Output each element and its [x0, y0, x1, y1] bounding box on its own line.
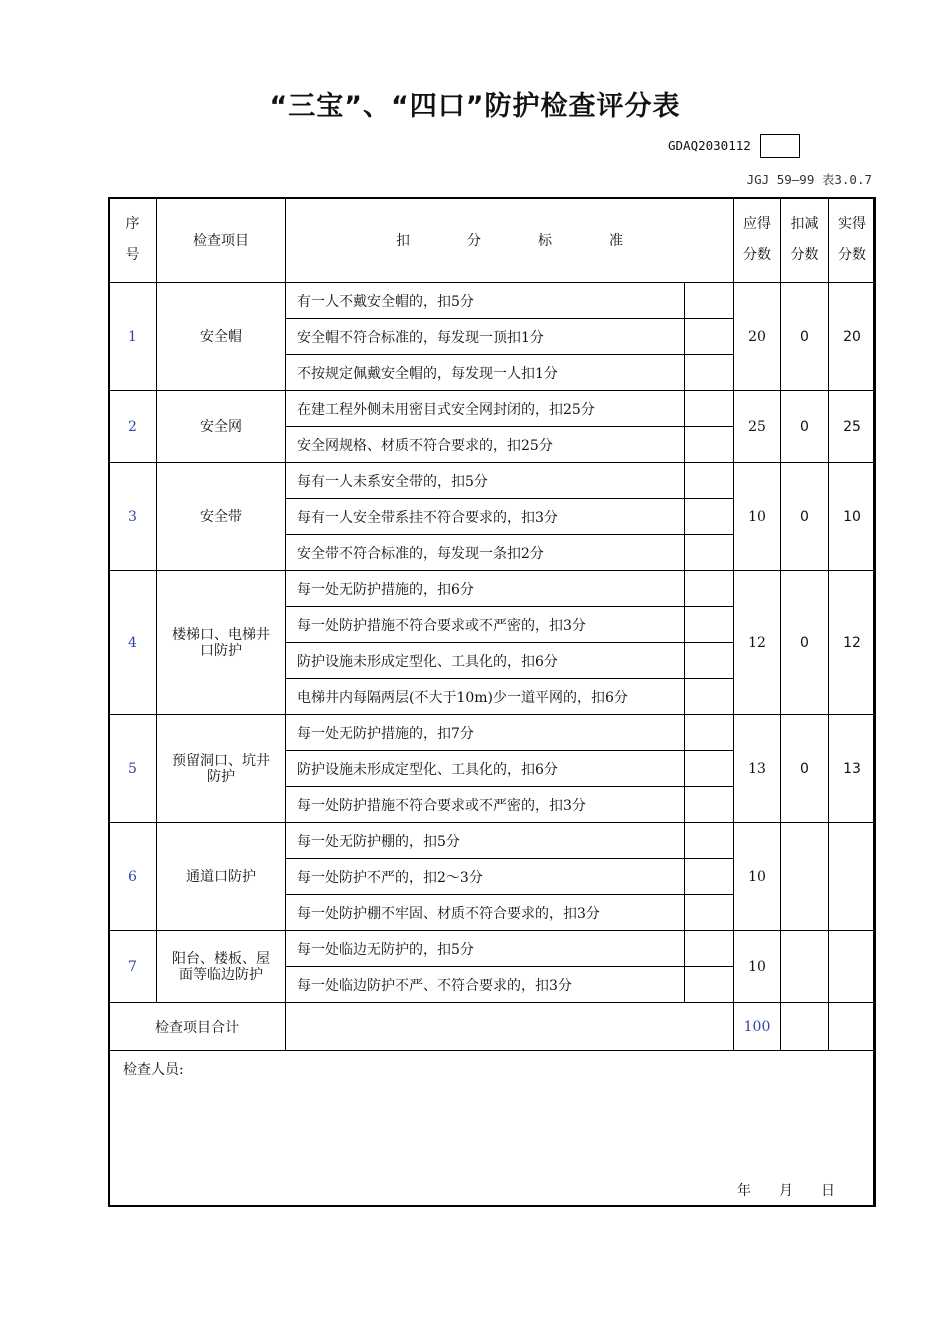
criteria-text: 电梯井内每隔两层(不大于10m)少一道平网的，扣6分 — [286, 679, 685, 715]
row-item: 安全帽 — [157, 283, 286, 391]
deduct-score[interactable]: 0 — [781, 715, 829, 823]
row-item: 通道口防护 — [157, 823, 286, 931]
due-score: 10 — [734, 931, 781, 1003]
due-score: 25 — [734, 391, 781, 463]
row-seq: 7 — [109, 931, 157, 1003]
due-score: 13 — [734, 715, 781, 823]
total-due-score: 100 — [734, 1003, 781, 1051]
criteria-text: 安全帽不符合标准的，每发现一顶扣1分 — [286, 319, 685, 355]
deduct-score[interactable]: 0 — [781, 283, 829, 391]
form-code-box[interactable] — [760, 134, 800, 158]
criteria-text: 每有一人安全带系挂不符合要求的，扣3分 — [286, 499, 685, 535]
due-score: 20 — [734, 283, 781, 391]
date-day: 日 — [821, 1183, 835, 1199]
row-seq: 2 — [109, 391, 157, 463]
inspector-label: 检查人员: — [123, 1062, 184, 1078]
header-deduct-score: 扣减 分数 — [781, 198, 829, 283]
actual-score[interactable]: 10 — [829, 463, 876, 571]
actual-score[interactable]: 20 — [829, 283, 876, 391]
criteria-text: 每一处无防护措施的，扣7分 — [286, 715, 685, 751]
due-score: 10 — [734, 823, 781, 931]
due-score: 12 — [734, 571, 781, 715]
criteria-text: 每一处防护措施不符合要求或不严密的，扣3分 — [286, 787, 685, 823]
due-score: 10 — [734, 463, 781, 571]
deduct-score[interactable]: 0 — [781, 391, 829, 463]
row-item: 楼梯口、电梯井口防护 — [157, 571, 286, 715]
criteria-text: 有一人不戴安全帽的，扣5分 — [286, 283, 685, 319]
criteria-text: 每一处防护措施不符合要求或不严密的，扣3分 — [286, 607, 685, 643]
criteria-text: 安全带不符合标准的，每发现一条扣2分 — [286, 535, 685, 571]
row-item: 安全带 — [157, 463, 286, 571]
header-seq: 序 号 — [109, 198, 157, 283]
header-item: 检查项目 — [157, 198, 286, 283]
row-item: 安全网 — [157, 391, 286, 463]
actual-score[interactable]: 12 — [829, 571, 876, 715]
row-seq: 6 — [109, 823, 157, 931]
criteria-text: 每一处无防护棚的，扣5分 — [286, 823, 685, 859]
row-seq: 5 — [109, 715, 157, 823]
row-item: 阳台、楼板、屋面等临边防护 — [157, 931, 286, 1003]
date-month: 月 — [779, 1183, 793, 1199]
criteria-text: 每一处临边防护不严、不符合要求的，扣3分 — [286, 967, 685, 1003]
criteria-text: 防护设施未形成定型化、工具化的，扣6分 — [286, 643, 685, 679]
criteria-text: 每一处无防护措施的，扣6分 — [286, 571, 685, 607]
deduct-score[interactable]: 0 — [781, 463, 829, 571]
form-title: “三宝”、“四口”防护检查评分表 — [269, 91, 681, 122]
criteria-text: 不按规定佩戴安全帽的，每发现一人扣1分 — [286, 355, 685, 391]
table-outer-border — [108, 197, 875, 1207]
form-code: GDAQ2030112 — [668, 138, 751, 153]
criteria-text: 每一处防护棚不牢固、材质不符合要求的，扣3分 — [286, 895, 685, 931]
criteria-text: 每一处临边无防护的，扣5分 — [286, 931, 685, 967]
header-due-score: 应得 分数 — [734, 198, 781, 283]
standard-reference: JGJ 59—99 表3.0.7 — [746, 172, 872, 187]
row-seq: 1 — [109, 283, 157, 391]
criteria-text: 防护设施未形成定型化、工具化的，扣6分 — [286, 751, 685, 787]
criteria-text: 每有一人未系安全带的，扣5分 — [286, 463, 685, 499]
criteria-text: 每一处防护不严的，扣2～3分 — [286, 859, 685, 895]
row-seq: 3 — [109, 463, 157, 571]
header-actual-score: 实得 分数 — [829, 198, 876, 283]
actual-score[interactable]: 25 — [829, 391, 876, 463]
row-item: 预留洞口、坑井防护 — [157, 715, 286, 823]
row-seq: 4 — [109, 571, 157, 715]
header-criteria: 扣 分 标 准 — [286, 198, 734, 283]
total-label: 检查项目合计 — [109, 1003, 286, 1051]
date-year: 年 — [737, 1183, 751, 1199]
deduct-score[interactable]: 0 — [781, 571, 829, 715]
actual-score[interactable]: 13 — [829, 715, 876, 823]
criteria-text: 安全网规格、材质不符合要求的，扣25分 — [286, 427, 685, 463]
criteria-text: 在建工程外侧未用密目式安全网封闭的，扣25分 — [286, 391, 685, 427]
